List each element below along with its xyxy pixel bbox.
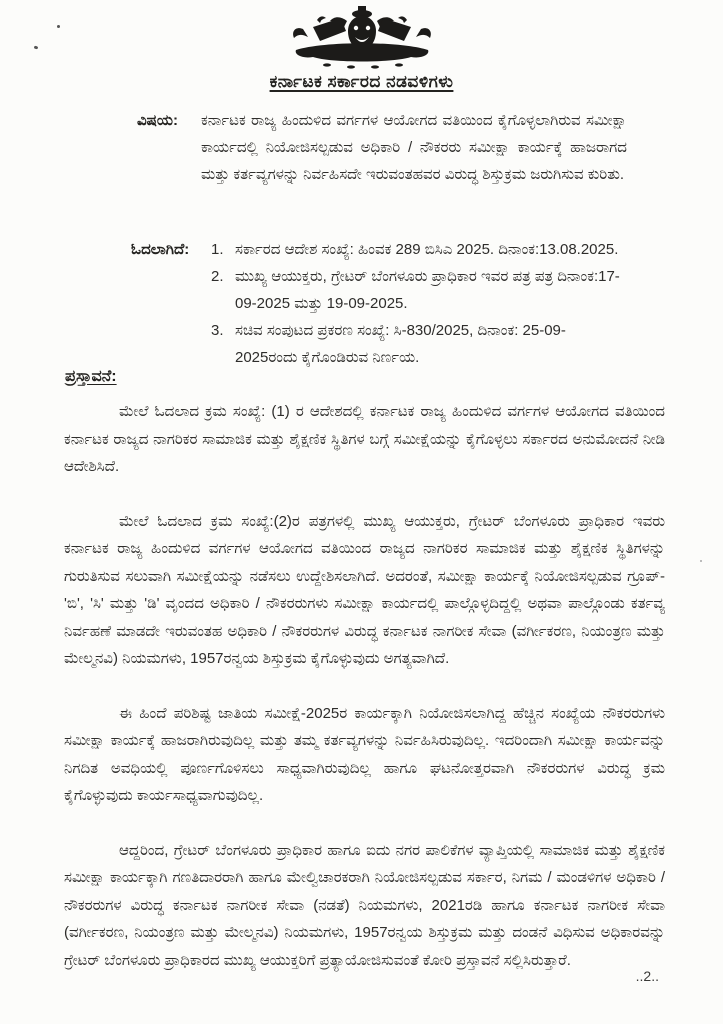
read-item [211, 236, 627, 263]
preamble-paragraph: ಆದ್ದರಿಂದ, ಗ್ರೇಟರ್ ಬೆಂಗಳೂರು ಪ್ರಾಧಿಕಾರ ಹಾಗೂ ಐದು ನಗರ ಪಾಲಿಕೆಗಳ ವ್ಯಾಪ್ತಿಯಲ್ಲಿ ಸಾಮಾಜಿಕ ಮತ್ತು ಶೈಕ್ಷಣಿಕ ಸಮೀಕ್ಷಾ ಕಾರ್ಯಕ್ಕಾಗಿ ಗಣತಿದಾರರಾಗಿ ಹಾಗೂ ಮೇಲ್ವಿಚಾರಕರಾಗಿ ನಿಯೋಜಿಸಲ್ಪಡುವ ಸರ್ಕಾರ, ನಿಗಮ / ಮಂಡಳಿಗಳ ಅಧಿಕಾರಿ / ನೌಕರರುಗಳ ವಿರುದ್ಧ ಕರ್ನಾಟಕ ನಾಗರೀಕ ಸೇವಾ (ನಡತೆ) ನಿಯಮಗಳು, 2021ರಡಿ ಹಾಗೂ ಕರ್ನಾಟಕ ನಾಗರೀಕ ಸೇವಾ (ವರ್ಗೀಕರಣ, ನಿಯಂತ್ರಣ ಮತ್ತು ಮೇಲ್ಮನವಿ) ನಿಯಮಗಳು, 1957ರನ್ವಯ ಶಿಸ್ತುಕ್ರಮ ಮತ್ತು ದಂಡನೆ ವಿಧಿಸುವ ಅಧಿಕಾರವನ್ನು ಗ್ರೇಟರ್ ಬೆಂಗಳೂರು ಪ್ರಾಧಿಕಾರದ ಮುಖ್ಯ ಆಯುಕ್ತರಿಗೆ ಪ್ರತ್ಯಾಯೋಜಿಸುವಂತೆ ಕೋರಿ ಪ್ರಸ್ತಾವನೆ ಸಲ್ಲಿಸಿರುತ್ತಾರೆ. [64, 841, 665, 969]
emblem-container [0, 6, 723, 70]
read-item-text: ಸರ್ಕಾರದ ಆದೇಶ ಸಂಖ್ಯೆ: ಹಿಂವಕ 289 ಬಿಸಿಎ 2025. ದಿನಾಂಕ:13.08.2025. [235, 241, 619, 258]
page-title [0, 72, 723, 92]
karnataka-state-emblem-icon [289, 6, 435, 70]
read-item-number: 3. [211, 322, 224, 339]
scan-speck [700, 560, 702, 562]
preamble-heading: ಪ್ರಸ್ತಾವನೆ: [65, 368, 117, 385]
read-item [211, 263, 627, 317]
preamble-body [64, 398, 665, 1001]
read-item-number: 2. [211, 268, 224, 285]
read-item-text: ಸಚಿವ ಸಂಪುಟದ ಪ್ರಕರಣ ಸಂಖ್ಯೆ: ಸಿ-830/2025, ದಿನಾಂಕ: 25-09-2025ರಂದು ಕೈಗೊಂಡಿರುವ ನಿರ್ಣಯ. [235, 322, 566, 366]
subject-section [137, 107, 627, 188]
read-label: ಓದಲಾಗಿದೆ: [131, 241, 190, 258]
read-list [211, 236, 627, 371]
page-title-text: ಕರ್ನಾಟಕ ಸರ್ಕಾರದ ನಡವಳಿಗಳು [269, 72, 454, 91]
preamble-paragraph: ಈ ಹಿಂದೆ ಪರಿಶಿಷ್ಟ ಜಾತಿಯ ಸಮೀಕ್ಷೆ-2025ರ ಕಾರ್ಯಕ್ಕಾಗಿ ನಿಯೋಜಿಸಲಾಗಿದ್ದ ಹೆಚ್ಚಿನ ಸಂಖ್ಯೆಯ ನೌಕರರುಗಳು ಸಮೀಕ್ಷಾ ಕಾರ್ಯಕ್ಕೆ ಹಾಜರಾಗಿರುವುದಿಲ್ಲ ಮತ್ತು ತಮ್ಮ ಕರ್ತವ್ಯಗಳನ್ನು ನಿರ್ವಹಿಸಿರುವುದಿಲ್ಲ. ಇದರಿಂದಾಗಿ ಸಮೀಕ್ಷಾ ಕಾರ್ಯವನ್ನು ನಿಗದಿತ ಅವಧಿಯಲ್ಲಿ ಪೂರ್ಣಗೊಳಿಸಲು ಸಾಧ್ಯವಾಗಿರುವುದಿಲ್ಲ ಹಾಗೂ ಘಟನೋತ್ತರವಾಗಿ ನೌಕರರುಗಳ ವಿರುದ್ಧ ಕ್ರಮ ಕೈಗೊಳ್ಳುವುದು ಕಾರ್ಯಸಾಧ್ಯವಾಗುವುದಿಲ್ಲ. [64, 704, 665, 804]
subject-text: ಕರ್ನಾಟಕ ರಾಜ್ಯ ಹಿಂದುಳಿದ ವರ್ಗಗಳ ಆಯೋಗದ ವತಿಯಿಂದ ಕೈಗೊಳ್ಳಲಾಗಿರುವ ಸಮೀಕ್ಷಾ ಕಾರ್ಯದಲ್ಲಿ ನಿಯೋಜಿಸಲ್ಪಡುವ ಅಧಿಕಾರಿ / ನೌಕರರು ಸಮೀಕ್ಷಾ ಕಾರ್ಯಕ್ಕೆ ಹಾಜರಾಗದ ಮತ್ತು ಕರ್ತವ್ಯಗಳನ್ನು ನಿರ್ವಹಿಸದೇ ಇರುವಂತಹವರ ವಿರುದ್ಧ ಶಿಸ್ತುಕ್ರಮ ಜರುಗಿಸುವ ಕುರಿತು. [201, 112, 627, 183]
read-item-number: 1. [211, 241, 224, 258]
page-number: ..2.. [635, 968, 659, 984]
read-item [211, 317, 627, 371]
read-section [131, 236, 627, 371]
subject-label: ವಿಷಯ: [137, 112, 178, 129]
preamble-paragraph: ಮೇಲೆ ಓದಲಾದ ಕ್ರಮ ಸಂಖ್ಯೆ:(2)ರ ಪತ್ರಗಳಲ್ಲಿ ಮುಖ್ಯ ಆಯುಕ್ತರು, ಗ್ರೇಟರ್ ಬೆಂಗಳೂರು ಪ್ರಾಧಿಕಾರ ಇವರು ಕರ್ನಾಟಕ ರಾಜ್ಯ ಹಿಂದುಳಿದ ವರ್ಗಗಳ ಆಯೋಗದ ವತಿಯಿಂದ ರಾಜ್ಯದ ನಾಗರಿಕರ ಸಾಮಾಜಿಕ ಮತ್ತು ಶೈಕ್ಷಣಿಕ ಸ್ಥಿತಿಗಳನ್ನು ಗುರುತಿಸುವ ಸಲುವಾಗಿ ಸಮೀಕ್ಷೆಯನ್ನು ನಡೆಸಲು ಉದ್ದೇಶಿಸಲಾಗಿದೆ. ಅದರಂತೆ, ಸಮೀಕ್ಷಾ ಕಾರ್ಯಕ್ಕೆ ನಿಯೋಜಿಸಲ್ಪಡುವ ಗ್ರೂಪ್-'ಬಿ', 'ಸಿ' ಮತ್ತು 'ಡಿ' ವೃಂದದ ಅಧಿಕಾರಿ / ನೌಕರರುಗಳು ಸಮೀಕ್ಷಾ ಕಾರ್ಯದಲ್ಲಿ ಪಾಲ್ಗೊಳ್ಳದಿದ್ದಲ್ಲಿ ಅಥವಾ ಪಾಲ್ಗೊಂಡು ಕರ್ತವ್ಯ ನಿರ್ವಹಣೆ ಮಾಡದೇ ಇರುವಂತಹ ಅಧಿಕಾರಿ / ನೌಕರರುಗಳ ವಿರುದ್ಧ ಕರ್ನಾಟಕ ನಾಗರೀಕ ಸೇವಾ (ವರ್ಗೀಕರಣ, ನಿಯಂತ್ರಣ ಮತ್ತು ಮೇಲ್ಮನವಿ) ನಿಯಮಗಳು, 1957ರನ್ವಯ ಶಿಸ್ತುಕ್ರಮ ಕೈಗೊಳ್ಳುವುದು ಅಗತ್ಯವಾಗಿದೆ. [64, 512, 665, 667]
preamble-paragraph: ಮೇಲೆ ಓದಲಾದ ಕ್ರಮ ಸಂಖ್ಯೆ: (1) ರ ಆದೇಶದಲ್ಲಿ ಕರ್ನಾಟಕ ರಾಜ್ಯ ಹಿಂದುಳಿದ ವರ್ಗಗಳ ಆಯೋಗದ ವತಿಯಿಂದ ಕರ್ನಾಟಕ ರಾಜ್ಯದ ನಾಗರಿಕರ ಸಾಮಾಜಿಕ ಮತ್ತು ಶೈಕ್ಷಣಿಕ ಸ್ಥಿತಿಗಳ ಬಗ್ಗೆ ಸಮೀಕ್ಷೆಯನ್ನು ಕೈಗೊಳ್ಳಲು ಸರ್ಕಾರದ ಅನುಮೋದನೆ ನೀಡಿ ಆದೇಶಿಸಿದೆ. [64, 403, 665, 475]
read-item-text: ಮುಖ್ಯ ಆಯುಕ್ತರು, ಗ್ರೇಟರ್ ಬೆಂಗಳೂರು ಪ್ರಾಧಿಕಾರ ಇವರ ಪತ್ರ ಪತ್ರ ದಿನಾಂಕ:17-09-2025 ಮತ್ತು 19-09-2025. [235, 268, 620, 312]
